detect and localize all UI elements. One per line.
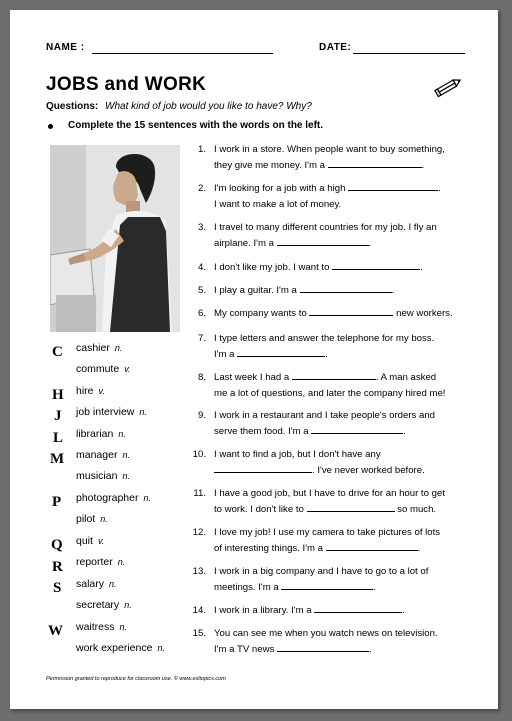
word-item: photographer n. [76, 492, 151, 504]
sentence-5: 5. I play a guitar. I'm a . [197, 285, 395, 296]
word-item: cashier n. [76, 342, 123, 354]
answer-blank [314, 603, 402, 613]
word-item: reporter n. [76, 556, 126, 568]
answer-blank [300, 283, 392, 293]
sentence-8: 8. Last week I had a . A man asked me a lot of questions, and later the company hired me! [197, 372, 446, 399]
answer-blank [332, 260, 420, 270]
sentence-3: 3. I travel to many different countries for my job. I fly an airplane. I'm a . [197, 222, 437, 249]
sentence-14: 14. I work in a library. I'm a . [192, 605, 405, 616]
word-item: waitress n. [76, 621, 128, 633]
answer-blank [307, 502, 395, 512]
letter-w: W [48, 623, 63, 639]
sentence-13: 13. I work in a big company and I have to go to a lot of meetings. I'm a . [192, 566, 429, 593]
letter-s: S [53, 580, 62, 596]
answer-blank [277, 642, 369, 652]
answer-blank [326, 541, 418, 551]
letter-l: L [53, 430, 64, 446]
bullet-point [48, 124, 53, 129]
word-item: job interview n. [76, 406, 147, 418]
worksheet-page [10, 10, 498, 709]
letter-m: M [50, 451, 65, 467]
word-item: pilot n. [76, 513, 108, 525]
page-title: JOBS and WORK [46, 74, 207, 95]
pencil-icon [434, 74, 464, 100]
letter-r: R [52, 559, 63, 575]
answer-blank [277, 236, 369, 246]
sentence-6: 6. My company wants to new workers. [197, 308, 453, 319]
sentence-15: 15. You can see me when you watch news on television. I'm a TV news . [192, 628, 438, 655]
answer-blank [311, 424, 403, 434]
questions-line [46, 101, 312, 112]
letter-p: P [52, 494, 62, 510]
sentence-2: 2. I'm looking for a job with a high . I want to make a lot of money. [197, 183, 441, 210]
answer-blank [214, 463, 312, 473]
word-item: commute v. [76, 363, 131, 375]
sentence-10: 10. I want to find a job, but I don't have any . I've never worked before. [192, 449, 425, 476]
answer-blank [328, 158, 422, 168]
date-blank [353, 53, 465, 54]
word-item: quit v. [76, 535, 105, 547]
letter-q: Q [51, 537, 63, 553]
photo-cashier-woman [50, 145, 180, 332]
answer-blank [281, 580, 373, 590]
sentence-11: 11. I have a good job, but I have to drive for an hour to get to work. I don't like to so much. [193, 488, 445, 515]
answer-blank [237, 347, 325, 357]
sentence-12: 12. I love my job! I use my camera to take pictures of lots of interesting things. I'm a . [192, 527, 441, 554]
name-blank [92, 53, 273, 54]
word-item: work experience n. [76, 642, 165, 654]
letter-j: J [54, 408, 62, 424]
name-label: NAME : [46, 42, 85, 53]
word-item: musician n. [76, 470, 130, 482]
sentence-9: 9. I work in a restaurant and I take people's orders and serve them food. I'm a . [197, 410, 436, 437]
footer-permission: Permission granted to reproduce for classroom use. © www.esltopics.com [46, 676, 226, 682]
word-item: manager n. [76, 449, 130, 461]
answer-blank [292, 370, 376, 380]
date-label: DATE: [319, 42, 352, 53]
sentence-4: 4. I don't like my job. I want to . [197, 262, 423, 273]
word-item: librarian n. [76, 428, 126, 440]
answer-blank [348, 181, 438, 191]
word-item: salary n. [76, 578, 117, 590]
letter-h: H [52, 387, 64, 403]
woman-illustration [50, 145, 180, 332]
letter-c: C [52, 344, 63, 360]
questions-label: Questions: [46, 101, 99, 112]
questions-text: What kind of job would you like to have? Why? [105, 101, 312, 112]
sentence-1: 1. I work in a store. When people want to buy something, they give me money. I'm a . [197, 144, 445, 171]
sentence-7: 7. I type letters and answer the telephone for my boss. I'm a . [197, 333, 435, 360]
word-item: hire v. [76, 385, 105, 397]
word-item: secretary n. [76, 599, 132, 611]
instruction: Complete the 15 sentences with the words on the left. [68, 120, 324, 131]
answer-blank [309, 306, 393, 316]
